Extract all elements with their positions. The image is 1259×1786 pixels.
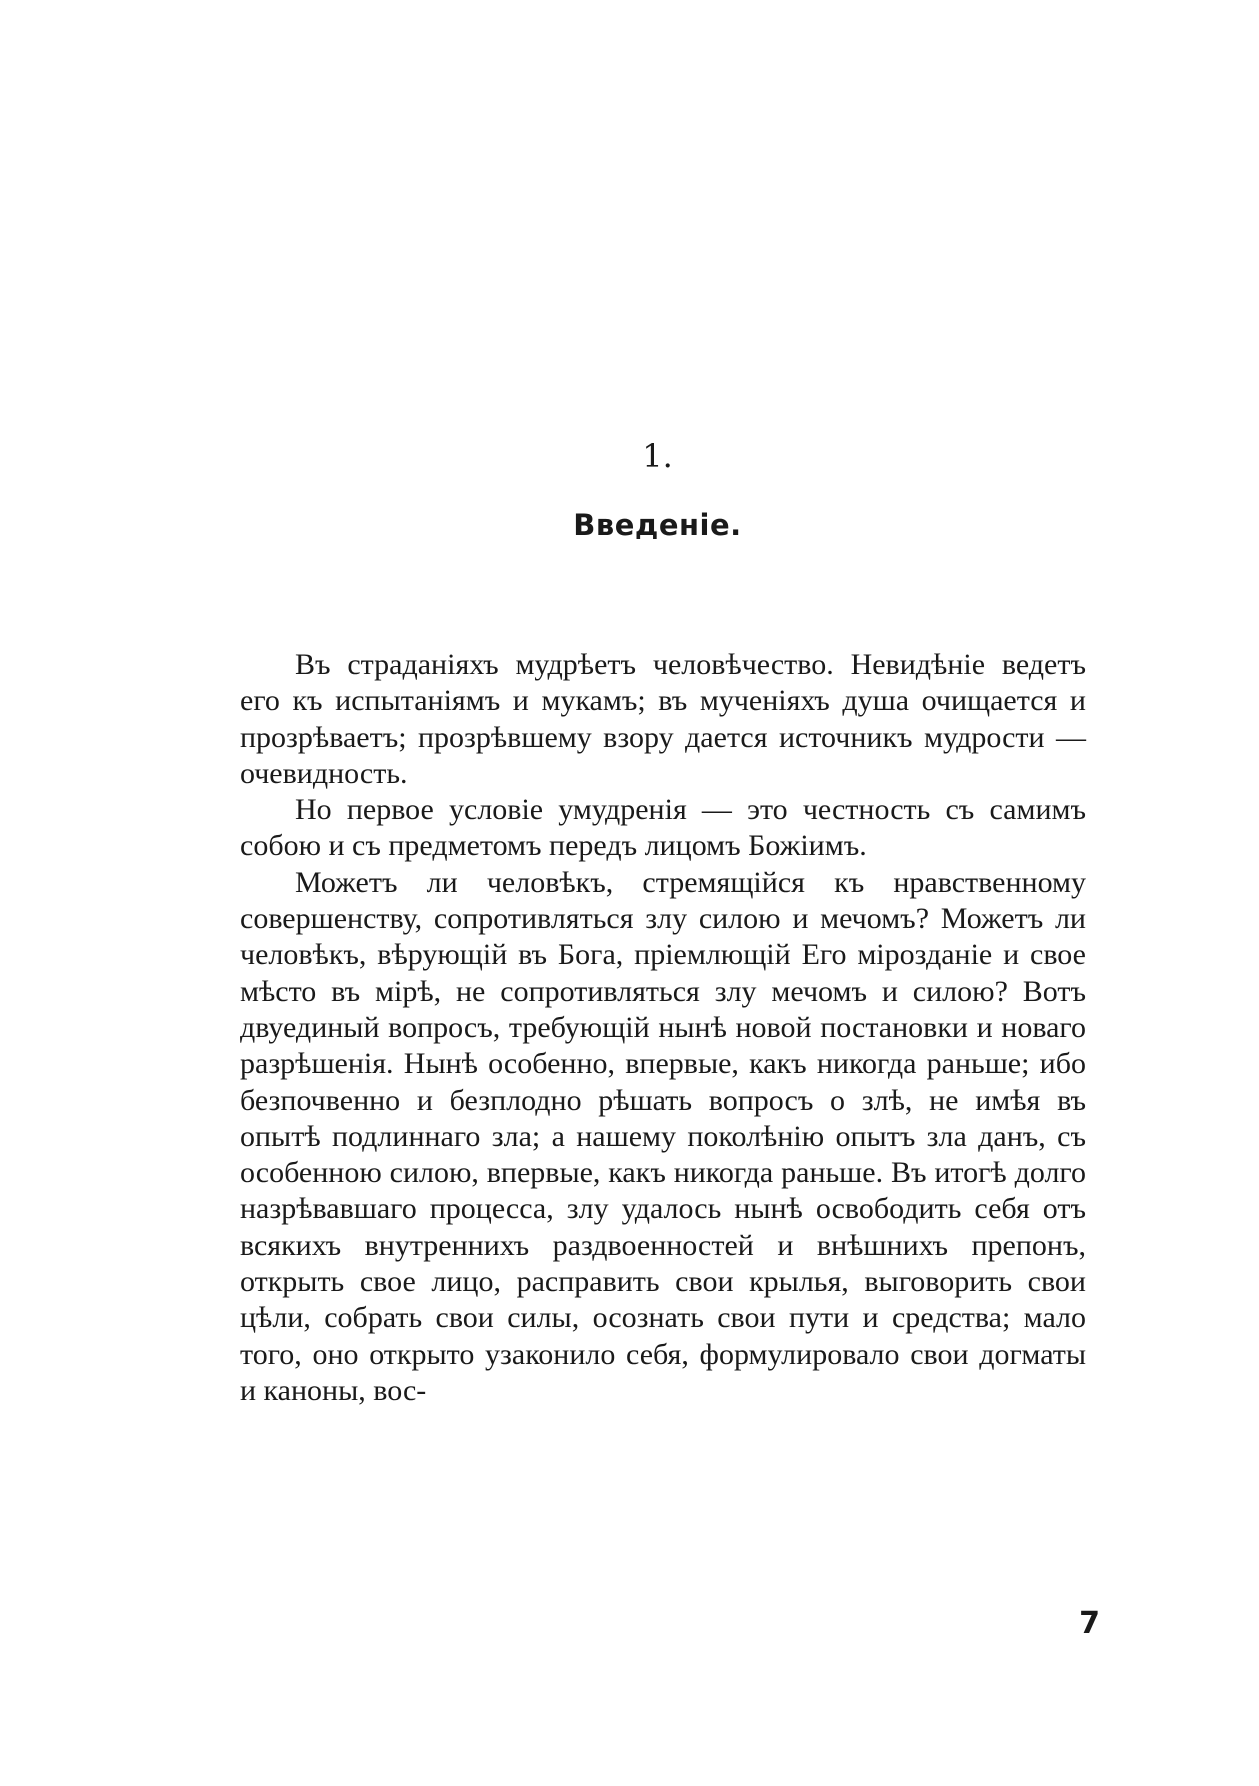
page-number: 7 (1079, 1606, 1100, 1641)
paragraph-2: Но первое условіе умудренія — это честность съ самимъ собою и съ предметомъ передъ лицомъ Божіимъ. (240, 793, 1086, 863)
paragraph-1: Въ страданіяхъ мудрѣетъ человѣчество. Невидѣніе ведетъ его къ испытаніямъ и мукамъ; въ мученіяхъ душа очищается и прозрѣваетъ; прозрѣвшему взору дается источникъ мудрости — очевидность. (240, 648, 1086, 790)
body-text (240, 647, 1086, 1409)
chapter-number: 1. (642, 437, 673, 475)
paragraph-3: Можетъ ли человѣкъ, стремящійся къ нравственному совершенству, сопротивляться злу силою и мечомъ? Можетъ ли человѣкъ, вѣрующій въ Бога, пріемлющій Его мірозданіе и свое мѣсто въ мірѣ, не сопротивляться злу мечомъ и силою? Вотъ двуединый вопросъ, требующій нынѣ новой постановки и новаго разрѣшенія. Нынѣ особенно, впервые, какъ никогда раньше; ибо безпочвенно и безплодно рѣшать вопросъ о злѣ, не имѣя въ опытѣ подлиннаго зла; а нашему поколѣнію опытъ зла данъ, съ особенною силою, впервые, какъ никогда раньше. Въ итогѣ долго назрѣвавшаго процесса, злу удалось нынѣ освободить себя отъ всякихъ внутреннихъ раздвоенностей и внѣшнихъ препонъ, открыть свое лицо, расправить свои крылья, выговорить свои цѣли, собрать свои силы, осознать свои пути и средства; мало того, оно открыто узаконило себя, формулировало свои догматы и каноны, вос- (240, 865, 1086, 1407)
chapter-title: Введеніе. (573, 508, 742, 542)
